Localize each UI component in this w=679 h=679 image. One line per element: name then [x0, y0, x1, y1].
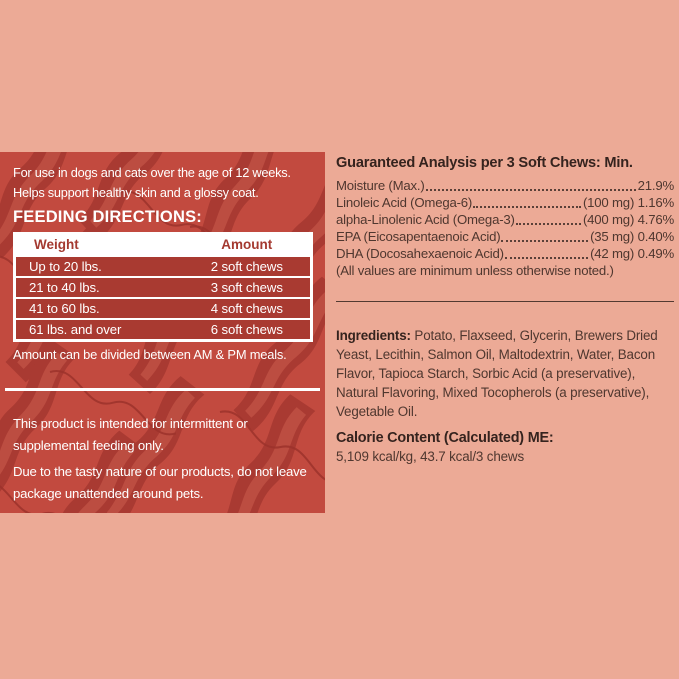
feeding-directions-table	[13, 232, 313, 342]
table-row	[16, 257, 310, 276]
intermittent-feeding-text: This product is intended for intermittent or supplemental feeding only.	[13, 416, 248, 453]
analysis-row	[336, 228, 674, 245]
feeding-directions-heading: FEEDING DIRECTIONS:	[13, 208, 202, 226]
analysis-row	[336, 211, 674, 228]
amount-cell: 4 soft chews	[210, 301, 283, 316]
weight-cell: 61 lbs. and over	[29, 322, 122, 337]
caution-text: Due to the tasty nature of our products, do not leave package unattended around pets.	[13, 464, 307, 501]
dot-leader	[516, 223, 581, 225]
ingredients-paragraph	[336, 326, 674, 421]
ingredients-label: Ingredients:	[336, 328, 411, 343]
amount-cell: 2 soft chews	[210, 259, 283, 274]
dot-leader	[426, 189, 636, 191]
analysis-value: (35 mg) 0.40%	[590, 229, 674, 244]
dot-leader	[473, 206, 581, 208]
table-header-weight: Weight	[34, 237, 79, 252]
dot-leader	[501, 240, 588, 242]
analysis-ingredients-column	[336, 155, 674, 466]
table-header-amount: Amount	[221, 237, 273, 252]
dot-leader	[505, 257, 588, 259]
white-divider	[5, 388, 320, 391]
usage-intro	[13, 163, 321, 202]
analysis-value: (100 mg) 1.16%	[582, 195, 674, 210]
analysis-label: alpha-Linolenic Acid (Omega-3)	[336, 212, 515, 227]
amount-cell: 3 soft chews	[210, 280, 283, 295]
analysis-label: Linoleic Acid (Omega-6)	[336, 195, 473, 210]
analysis-value: (400 mg) 4.76%	[582, 212, 674, 227]
analysis-minimum-note: (All values are minimum unless otherwise noted.)	[336, 263, 614, 278]
usage-intro-line1: For use in dogs and cats over the age of 12 weeks.	[13, 165, 291, 180]
amount-cell: 6 soft chews	[210, 322, 283, 337]
analysis-value: 21.9%	[637, 178, 674, 193]
analysis-row	[336, 245, 674, 262]
calorie-content-heading: Calorie Content (Calculated) ME:	[336, 430, 554, 446]
analysis-label: Moisture (Max.)	[336, 178, 425, 193]
calorie-content-value: 5,109 kcal/kg, 43.7 kcal/3 chews	[336, 449, 524, 464]
ingredients-list: Potato, Flaxseed, Glycerin, Brewers Dried Yeast, Lecithin, Salmon Oil, Maltodextrin, Water, Bacon Flavor, Tapioca Starch, Sorbic Acid (a preservative), Natural Flavoring, Mixed Tocopherols (a preservative), Vegetable Oil.	[336, 328, 658, 419]
table-row	[16, 299, 310, 318]
table-row	[16, 278, 310, 297]
weight-cell: 21 to 40 lbs.	[29, 280, 100, 295]
analysis-row	[336, 177, 674, 194]
weight-cell: Up to 20 lbs.	[29, 259, 102, 274]
dark-divider	[336, 301, 674, 302]
weight-cell: 41 to 60 lbs.	[29, 301, 100, 316]
analysis-value: (42 mg) 0.49%	[590, 246, 674, 261]
table-header-row	[16, 235, 310, 255]
am-pm-note: Amount can be divided between AM & PM meals.	[13, 347, 287, 362]
feeding-directions-panel	[0, 152, 325, 513]
analysis-label: EPA (Eicosapentaenoic Acid)	[336, 229, 501, 244]
guaranteed-analysis-heading: Guaranteed Analysis per 3 Soft Chews: Min.	[336, 155, 633, 171]
analysis-label: DHA (Docosahexaenoic Acid)	[336, 246, 504, 261]
analysis-row	[336, 194, 674, 211]
feeding-directions-content	[0, 152, 325, 513]
table-row	[16, 320, 310, 339]
usage-intro-line2: Helps support healthy skin and a glossy coat.	[13, 184, 259, 200]
